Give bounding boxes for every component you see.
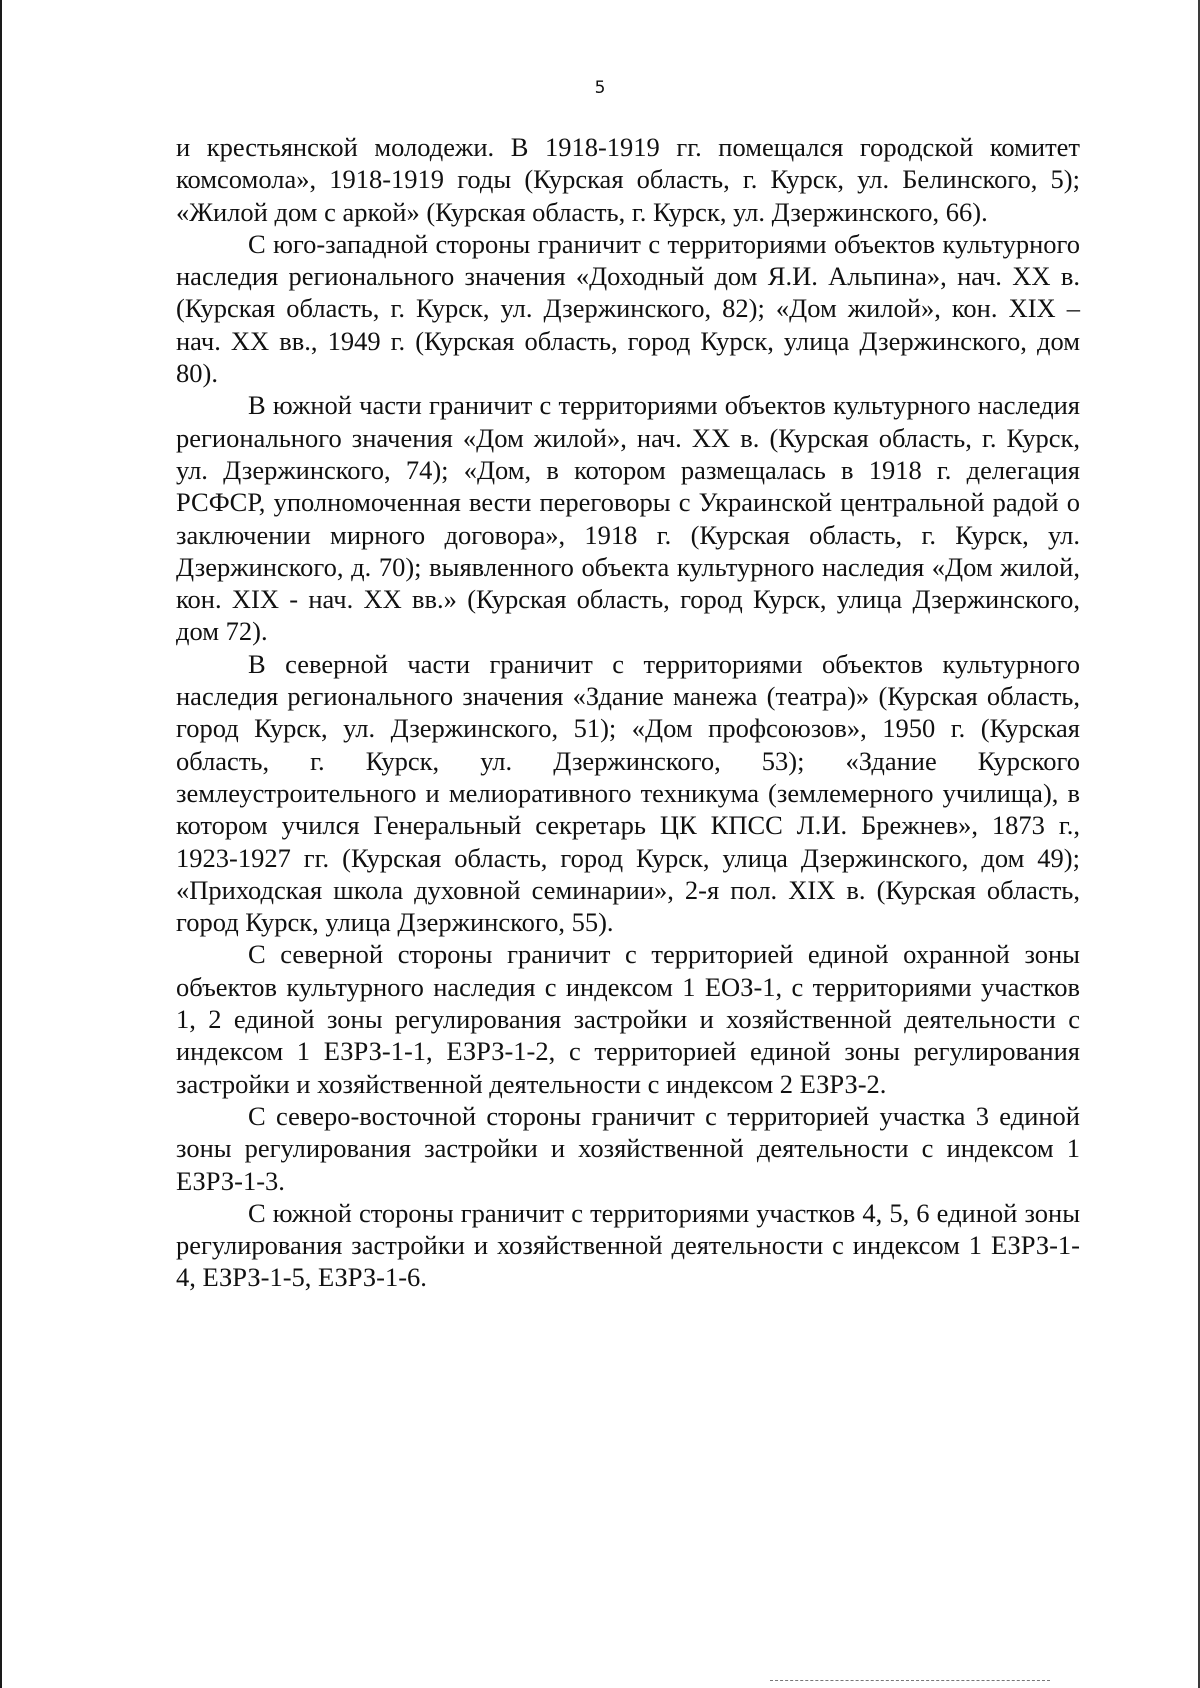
paragraph-north-part: В северной части граничит с территориями объектов культурного наследия регионального значения «Здание манежа (театра)» (Курская область, город Курск, ул. Дзержинского, 51); «Дом профсоюзов», 1950 г. (Курская область, г. Курск, ул. Дзержинского, 53); «Здание Курского землеустроительного и мелиоративного техникума (землемерного училища), в котором учился Генеральный секретарь ЦК КПСС Л.И. Брежнев», 1873 г., 1923-1927 гг. (Курская область, город Курск, улица Дзержинского, дом 49); «Приходская школа духовной семинарии», 2-я пол. XIX в. (Курская область, город Курск, улица Дзержинского, 55). [176,648,1080,938]
paragraph-south-part: В южной части граничит с территориями объектов культурного наследия регионального значения «Дом жилой», нач. XX в. (Курская область, г. Курск, ул. Дзержинского, 74); «Дом, в котором размещалась в 1918 г. делегация РСФСР, уполномоченная вести переговоры с Украинской центральной радой о заключении мирного договора», 1918 г. (Курская область, г. Курск, ул. Дзержинского, д. 70); выявленного объекта культурного наследия «Дом жилой, кон. XIX - нач. XX вв.» (Курская область, город Курск, улица Дзержинского, дом 72). [176,390,1080,647]
document-body [176,131,1080,1294]
paragraph-north-side: С северной стороны граничит с территорией единой охранной зоны объектов культурного наследия с индексом 1 ЕОЗ-1, с территориями участков 1, 2 единой зоны регулирования застройки и хозяйственной деятельности с индексом 1 ЕЗРЗ-1-1, ЕЗРЗ-1-2, с территорией единой зоны регулирования застройки и хозяйственной деятельности с индексом 2 ЕЗРЗ-2. [176,939,1080,1099]
paragraph-south-side: С южной стороны граничит с территориями участков 4, 5, 6 единой зоны регулирования застройки и хозяйственной деятельности с индексом 1 ЕЗРЗ-1-4, ЕЗРЗ-1-5, ЕЗРЗ-1-6. [176,1197,1080,1293]
paragraph-southwest-side: С юго-западной стороны граничит с территориями объектов культурного наследия регионального значения «Доходный дом Я.И. Альпина», нач. XX в. (Курская область, г. Курск, ул. Дзержинского, 82); «Дом жилой», кон. XIX – нач. XX вв., 1949 г. (Курская область, город Курск, улица Дзержинского, дом 80). [176,228,1080,389]
scan-edge-left [0,0,2,1688]
paragraph-continuation: и крестьянской молодежи. В 1918-1919 гг. помещался городской комитет комсомола», 1918-1919 годы (Курская область, г. Курск, ул. Белинского, 5); «Жилой дом с аркой» (Курская область, г. Курск, ул. Дзержинского, 66). [176,132,1080,227]
page-number: 5 [594,78,606,98]
paragraph-northeast-side: С северо-восточной стороны граничит с территорией участка 3 единой зоны регулирования застройки и хозяйственной деятельности с индексом 1 ЕЗРЗ-1-3. [176,1100,1080,1196]
scan-artifact [770,1680,1050,1684]
